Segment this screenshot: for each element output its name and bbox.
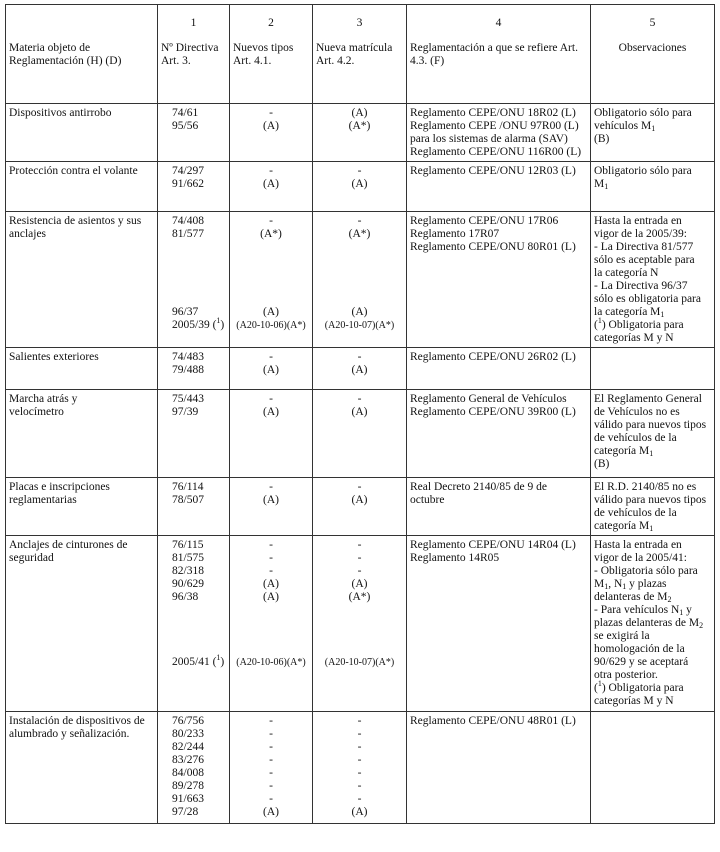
observaciones-cell-line: $M_1$ (594, 178, 609, 191)
observaciones-cell (591, 162, 715, 212)
nuevos-tipos-cell-line: - (269, 754, 273, 766)
nueva-matricula-cell-line: - (357, 393, 362, 405)
nuevos-tipos-cell-line: - (269, 215, 273, 227)
directiva-cell (158, 212, 230, 348)
reglamento-cell-line: Reglamento CEPE/ONU 48R01 (L) (410, 715, 576, 727)
directiva-cell-line: 76/115 (172, 539, 204, 551)
header-reglamentacion: 4 Reglamentación a que se refiere Art. 4.3. (F) (407, 5, 591, 104)
table-row (6, 478, 715, 536)
materia-cell-line: reglamentarias (9, 494, 77, 506)
nueva-matricula-cell-line: (A) (351, 806, 368, 818)
nueva-matricula-cell-line: (A) (351, 406, 368, 418)
nuevos-tipos-cell-line: - (269, 351, 273, 363)
nueva-matricula-cell-line: (A*) (348, 120, 371, 132)
nuevos-tipos-cell-line: - (269, 793, 273, 805)
nueva-matricula-cell-line: - (357, 780, 362, 792)
nuevos-tipos-cell-line: - (269, 393, 273, 405)
reglamento-cell-line: Reglamento CEPE/ONU 26R02 (L) (410, 351, 576, 363)
directiva-cell (158, 162, 230, 212)
materia-cell-line: Anclajes de cinturones de (9, 539, 128, 551)
reglamento-cell-line: Real Decreto 2140/85 de 9 de (410, 481, 547, 493)
nueva-matricula-cell-line: - (357, 565, 362, 577)
nuevos-tipos-cell-line (233, 254, 309, 267)
directiva-cell (158, 390, 230, 478)
nueva-matricula-cell-line (316, 604, 403, 617)
directiva-cell-line (172, 293, 226, 306)
directiva-cell-line: 74/408 (172, 215, 204, 227)
nueva-matricula-cell-line: - (357, 481, 362, 493)
observaciones-cell-line: la categoría N (594, 267, 659, 279)
observaciones-cell-line: de Vehículos no es (594, 406, 680, 418)
nueva-matricula-cell-line: - (357, 552, 362, 564)
observaciones-cell-line: categorías M y N (594, 332, 674, 344)
nueva-matricula-cell-line (316, 254, 403, 267)
nuevos-tipos-cell-line: - (269, 539, 273, 551)
observaciones-cell-line: El Reglamento General (594, 393, 702, 405)
nueva-matricula-cell-line: (A) (351, 178, 368, 190)
nuevos-tipos-cell-line: - (269, 552, 273, 564)
header-directiva: 1 Nº Directiva Art. 3. (158, 5, 230, 104)
observaciones-cell-line: categorías M y N (594, 695, 674, 707)
materia-cell (6, 478, 158, 536)
table-row (6, 162, 715, 212)
materia-cell-line: Marcha atrás y (9, 393, 78, 405)
directiva-cell-line: 95/56 (172, 120, 199, 132)
materia-cell-line: Placas e inscripciones (9, 481, 110, 493)
nuevos-tipos-cell-line: (A) (263, 178, 279, 190)
nueva-matricula-cell (313, 348, 407, 390)
observaciones-cell-line: Hasta la entrada en (594, 215, 682, 227)
nuevos-tipos-cell-line: - (269, 715, 273, 727)
nuevos-tipos-cell-line: (A*) (260, 228, 282, 240)
reglamento-cell (407, 104, 591, 162)
nueva-matricula-cell-line (316, 241, 403, 254)
nueva-matricula-cell-line (316, 280, 403, 293)
directiva-cell-line (172, 280, 226, 293)
observaciones-cell-line: de vehículos de la (594, 432, 677, 444)
reglamento-cell (407, 536, 591, 712)
directiva-cell (158, 478, 230, 536)
nuevos-tipos-cell (230, 348, 313, 390)
nueva-matricula-cell-line: (A) (351, 107, 368, 119)
nuevos-tipos-cell-line: - (269, 780, 273, 792)
nuevos-tipos-cell-line (233, 617, 309, 630)
nueva-matricula-cell (313, 390, 407, 478)
nueva-matricula-cell-line (316, 643, 403, 656)
materia-cell (6, 536, 158, 712)
nueva-matricula-cell-line: - (357, 767, 362, 779)
nuevos-tipos-cell-line: (A) (263, 120, 279, 132)
reglamento-cell-line: Reglamento 17R07 (410, 228, 500, 240)
reglamento-cell-line: Reglamento CEPE/ONU 17R06 (410, 215, 559, 227)
materia-cell (6, 104, 158, 162)
nueva-matricula-cell-line (316, 267, 403, 280)
observaciones-cell (591, 104, 715, 162)
reglamento-cell-line: Reglamento CEPE/ONU 116R00 (L) (410, 146, 582, 158)
nueva-matricula-cell (313, 162, 407, 212)
directiva-cell-line (172, 617, 226, 630)
nuevos-tipos-cell-line: - (269, 741, 273, 753)
observaciones-cell-line: otra posterior. (594, 669, 658, 681)
materia-cell-line: seguridad (9, 552, 54, 564)
nueva-matricula-cell-line: - (357, 215, 362, 227)
header-observaciones: 5 Observaciones (591, 5, 715, 104)
reglamento-cell-line: Reglamento CEPE/ONU 80R01 (L) (410, 241, 576, 253)
nuevos-tipos-cell-line: (A) (263, 578, 279, 590)
directiva-cell-line: 97/28 (172, 806, 199, 818)
observaciones-cell-line: Obligatorio sólo para (594, 107, 692, 119)
directiva-cell-line (172, 604, 226, 617)
table-row (6, 348, 715, 390)
table-row (6, 712, 715, 824)
directiva-cell-line: 83/276 (172, 754, 204, 766)
reglamento-cell-line: Reglamento CEPE /ONU 97R00 (L) (410, 120, 579, 132)
nueva-matricula-cell (313, 104, 407, 162)
observaciones-cell-line: - La Directiva 81/577 (594, 241, 694, 253)
header-row (6, 5, 715, 104)
reglamento-cell (407, 162, 591, 212)
nueva-matricula-cell-line: - (357, 741, 362, 753)
observaciones-cell-line: El R.D. 2140/85 no es (594, 481, 697, 493)
nueva-matricula-cell-line: - (357, 728, 362, 740)
reglamento-cell-line: Reglamento CEPE/ONU 12R03 (L) (410, 165, 576, 177)
materia-cell-line: velocímetro (9, 406, 64, 418)
directiva-cell-line: 91/662 (172, 178, 204, 190)
reglamento-cell (407, 712, 591, 824)
reglamento-cell (407, 212, 591, 348)
nueva-matricula-cell-line: (A20-10-07)(A*) (324, 320, 395, 331)
materia-cell (6, 712, 158, 824)
observaciones-cell (591, 348, 715, 390)
directiva-cell-line: 78/507 (172, 494, 204, 506)
observaciones-cell-line: se exigirá la (594, 630, 650, 642)
nueva-matricula-cell-line: - (357, 539, 362, 551)
observaciones-cell-line: - Para vehículos $N_1$ y (594, 604, 692, 617)
nueva-matricula-cell (313, 712, 407, 824)
table-row (6, 212, 715, 348)
observaciones-cell-line: sólo es aceptable para (594, 254, 695, 266)
nuevos-tipos-cell-line (233, 630, 309, 643)
reglamento-cell-line: Reglamento 14R05 (410, 552, 500, 564)
directiva-cell (158, 348, 230, 390)
materia-cell-line: Protección contra el volante (9, 165, 138, 177)
directiva-cell-line: 74/483 (172, 351, 204, 363)
reglamento-cell-line: Reglamento General de Vehículos (410, 393, 567, 405)
observaciones-cell-line: sólo es obligatoria para (594, 293, 701, 305)
nueva-matricula-cell-line: - (357, 715, 362, 727)
nueva-matricula-cell-line: - (357, 165, 362, 177)
header-materia: Materia objeto de Reglamentación (H) (D) (6, 5, 158, 104)
directiva-cell-line: 75/443 (172, 393, 204, 405)
observaciones-cell-line: válido para nuevos tipos (594, 494, 707, 506)
observaciones-cell-line: $M_1$, $N_1$ y plazas (594, 578, 667, 591)
directiva-cell-line (172, 630, 226, 643)
reglamento-cell-line: Reglamento CEPE/ONU 14R04 (L) (410, 539, 576, 551)
materia-cell (6, 162, 158, 212)
nuevos-tipos-cell (230, 162, 313, 212)
directiva-cell (158, 536, 230, 712)
nueva-matricula-cell-line: - (357, 793, 362, 805)
observaciones-cell-line: válido para nuevos tipos (594, 419, 707, 431)
nuevos-tipos-cell-line: (A) (263, 494, 279, 506)
directiva-cell-line: 96/37 (172, 306, 199, 318)
directiva-cell-line: 84/008 (172, 767, 204, 779)
reglamento-cell-line: Reglamento CEPE/ONU 18R02 (L) (410, 107, 576, 119)
materia-cell-line: Resistencia de asientos y sus (9, 215, 142, 227)
directiva-cell-line: 79/488 (172, 364, 204, 376)
materia-cell-line: anclajes (9, 228, 47, 240)
observaciones-cell-line: 90/629 y se aceptará (594, 656, 689, 668)
materia-cell-line: Dispositivos antirrobo (9, 107, 112, 119)
regulation-table (5, 4, 715, 824)
nueva-matricula-cell (313, 536, 407, 712)
materia-cell-line: alumbrado y señalización. (9, 728, 130, 740)
nueva-matricula-cell-line (316, 617, 403, 630)
directiva-cell-line: 80/233 (172, 728, 204, 740)
materia-cell (6, 348, 158, 390)
observaciones-cell-line: delanteras de $M_2$ (594, 591, 672, 604)
observaciones-cell-line: la categoría $M_1$ (594, 306, 665, 319)
nuevos-tipos-cell-line: (A) (263, 591, 279, 603)
observaciones-cell-line: vigor de la 2005/39: (594, 228, 687, 240)
reglamento-cell-line: octubre (410, 494, 445, 506)
directiva-cell-line: 81/575 (172, 552, 204, 564)
nuevos-tipos-cell-line: - (269, 107, 273, 119)
directiva-cell-line: 82/244 (172, 741, 204, 753)
nuevos-tipos-cell-line: (A) (263, 364, 279, 376)
nueva-matricula-cell-line (316, 630, 403, 643)
nuevos-tipos-cell-line: - (269, 767, 273, 779)
nuevos-tipos-cell-line: (A) (263, 806, 279, 818)
nuevos-tipos-cell (230, 212, 313, 348)
nuevos-tipos-cell-line: (A20-10-06)(A*) (236, 657, 306, 668)
nuevos-tipos-cell-line (233, 604, 309, 617)
observaciones-cell (591, 212, 715, 348)
nuevos-tipos-cell (230, 390, 313, 478)
nuevos-tipos-cell-line: - (269, 728, 273, 740)
materia-cell (6, 212, 158, 348)
materia-cell (6, 390, 158, 478)
directiva-cell-line: 74/297 (172, 165, 204, 177)
nuevos-tipos-cell (230, 536, 313, 712)
nuevos-tipos-cell-line: - (269, 481, 273, 493)
observaciones-cell-line: - La Directiva 96/37 (594, 280, 688, 292)
nueva-matricula-cell-line: (A) (351, 494, 368, 506)
observaciones-cell-line: categoría $M_1$ (594, 445, 654, 458)
observaciones-cell-line: - Obligatoria sólo para (594, 565, 698, 577)
observaciones-cell-line: homologación de la (594, 643, 685, 655)
nuevos-tipos-cell (230, 104, 313, 162)
directiva-cell-line: 97/39 (172, 406, 199, 418)
table-row (6, 536, 715, 712)
observaciones-cell-line: plazas delanteras de $M_2$ (594, 617, 704, 630)
directiva-cell-line: 2005/41 ($^1$) (172, 653, 225, 668)
nueva-matricula-cell-line: - (357, 351, 362, 363)
nuevos-tipos-cell-line: (A) (263, 306, 279, 318)
directiva-cell (158, 104, 230, 162)
nueva-matricula-cell-line: - (357, 754, 362, 766)
directiva-cell-line: 74/61 (172, 107, 199, 119)
observaciones-cell-line: de vehículos de la (594, 507, 677, 519)
nueva-matricula-cell-line: (A*) (348, 228, 371, 240)
nuevos-tipos-cell-line (233, 643, 309, 656)
directiva-cell (158, 712, 230, 824)
reglamento-cell-line: Reglamento CEPE/ONU 39R00 (L) (410, 406, 576, 418)
reglamento-cell-line: para los sistemas de alarma (SAV) (410, 133, 568, 145)
observaciones-cell (591, 390, 715, 478)
observaciones-cell-line: Hasta la entrada en (594, 539, 682, 551)
observaciones-cell (591, 478, 715, 536)
directiva-cell-line: 2005/39 ($^1$) (172, 316, 225, 331)
nueva-matricula-cell-line: (A) (351, 306, 368, 318)
observaciones-cell-line: ($^1$) Obligatoria para (594, 679, 684, 694)
observaciones-cell-line: categoría $M_1$ (594, 520, 654, 533)
directiva-cell-line: 90/629 (172, 578, 204, 590)
nueva-matricula-cell-line: (A) (351, 578, 368, 590)
directiva-cell-line (172, 254, 226, 267)
nuevos-tipos-cell-line: (A) (263, 406, 279, 418)
table-row (6, 390, 715, 478)
table-row (6, 104, 715, 162)
directiva-cell-line (172, 267, 226, 280)
directiva-cell-line (172, 241, 226, 254)
nuevos-tipos-cell-line: (A20-10-06)(A*) (236, 320, 306, 331)
observaciones-cell-line: vigor de la 2005/41: (594, 552, 687, 564)
nuevos-tipos-cell-line (233, 293, 309, 306)
nueva-matricula-cell-line: (A) (351, 364, 368, 376)
reglamento-cell (407, 348, 591, 390)
observaciones-cell (591, 536, 715, 712)
directiva-cell-line: 76/114 (172, 481, 204, 493)
header-nuevos-tipos: 2 Nuevos tipos Art. 4.1. (230, 5, 313, 104)
observaciones-cell-line: vehículos $M_1$ (594, 120, 656, 133)
header-nueva-matricula: 3 Nueva matrícula Art. 4.2. (313, 5, 407, 104)
directiva-cell-line: 89/278 (172, 780, 204, 792)
nueva-matricula-cell (313, 478, 407, 536)
directiva-cell-line: 91/663 (172, 793, 204, 805)
observaciones-cell-line: (B) (594, 458, 610, 470)
nuevos-tipos-cell (230, 478, 313, 536)
nuevos-tipos-cell-line (233, 241, 309, 254)
observaciones-cell-line: ($^1$) Obligatoria para (594, 316, 684, 331)
nuevos-tipos-cell-line (233, 280, 309, 293)
directiva-cell-line: 82/318 (172, 565, 204, 577)
directiva-cell-line: 76/756 (172, 715, 204, 727)
nueva-matricula-cell (313, 212, 407, 348)
materia-cell-line: Instalación de dispositivos de (9, 715, 145, 727)
nueva-matricula-cell-line (316, 293, 403, 306)
nuevos-tipos-cell-line (233, 267, 309, 280)
reglamento-cell (407, 478, 591, 536)
nueva-matricula-cell-line: (A20-10-07)(A*) (324, 657, 395, 668)
directiva-cell-line: 96/38 (172, 591, 199, 603)
reglamento-cell (407, 390, 591, 478)
observaciones-cell-line: (B) (594, 133, 610, 145)
observaciones-cell (591, 712, 715, 824)
observaciones-cell-line: Obligatorio sólo para (594, 165, 692, 177)
nuevos-tipos-cell-line: - (269, 165, 273, 177)
materia-cell-line: Salientes exteriores (9, 351, 99, 363)
nuevos-tipos-cell-line: - (269, 565, 273, 577)
directiva-cell-line: 81/577 (172, 228, 204, 240)
nuevos-tipos-cell (230, 712, 313, 824)
nueva-matricula-cell-line: (A*) (348, 591, 371, 603)
